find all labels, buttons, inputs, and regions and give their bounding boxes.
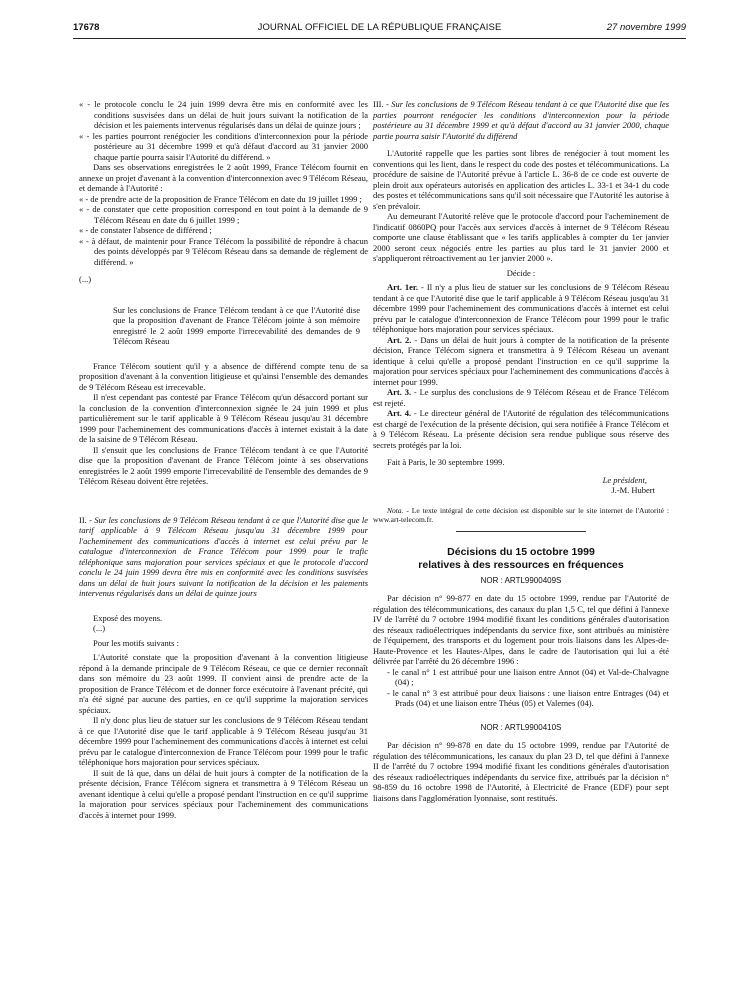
paragraph: Il n'y donc plus lieu de statuer sur les conclusions de 9 Télécom Réseau tendant à ce que l'Autorité dise que le tarif applicable à 9 Télécom Réseau jusqu'au 31 décembre 1999 pour l'acheminement des communications d'accès à internet est celui prévu par le catalogue d'interconnexion de France Télécom pour 1999 pour le trafic téléphonique hors majoration pour services spéciaux. <box>79 715 368 767</box>
article-text: - Le directeur général de l'Autorité de régulation des télécommunications est chargé de l'exécution de la présente décision, qui sera notifiée à France Télécom et à 9 Télécom Réseau. La présente décision sera rendue publique sous réserve des secrets protégés par la loi. <box>373 408 669 450</box>
paragraph: Dans ses observations enregistrées le 2 août 1999, France Télécom fournit en annexe un projet d'avenant à la convention d'interconnexion avec 9 Télécom Réseau, et demande à l'Autorité : <box>79 162 368 193</box>
decide-heading: Décide : <box>506 267 536 278</box>
decisions-title: Décisions du 15 octobre 1999 <box>447 545 595 558</box>
request-item: « - de constater l'absence de différend ; <box>79 225 212 235</box>
section-title: Sur les conclusions de 9 Télécom Réseau tendant à ce que l'Autorité dise que les parties pourront renégocier les conditions d'interconnexion pour la période postérieure au 31 décembre 1999 et qu'à défaut d'accord au 31 janvier 2000, chaque partie pourra saisir l'Autorité du différend <box>373 99 670 141</box>
ellipsis: (...) <box>79 274 92 284</box>
signature-place-date: Fait à Paris, le 30 septembre 1999. <box>387 457 505 467</box>
right-column <box>373 99 669 803</box>
paragraph: Exposé des moyens. <box>93 612 163 623</box>
ellipsis: (...) <box>93 623 106 633</box>
quote-item: « - les parties pourront renégocier les conditions d'interconnexion pour la période postérieure au 31 décembre 1999 et qu'à défaut d'accord au 31 janvier 2000 chaque partie pourra saisir l'Autorité du différend. » <box>79 130 368 162</box>
section-number: III. - <box>373 99 389 109</box>
article-label: Art. 1er. <box>387 282 419 292</box>
article <box>373 408 669 450</box>
article-label: Art. 2. <box>387 334 412 345</box>
paragraph: Il suit de là que, dans un délai de huit jours à compter de la notification de la présente décision, France Télécom signera et transmettra à 9 Télécom Réseau un avenant identique à celui qu'elle a proposé pendant l'instruction en ce qu'il supprime la majoration pour services spéciaux pour l'acheminement des communications d'accès à internet pour 1999. <box>79 767 368 820</box>
decision-text: Par décision n° 99-878 en date du 15 octobre 1999, rendue par l'Autorité de régulation des télécommunications, les canaux du plan 23 D, tel que défini à l'annexe II de l'arrêté du 7 octobre 1994 modifié fixant les conditions générales d'autorisation des réseaux radioélectriques indépendants du service fixe, attribués par la décision n° 98-859 du 16 octobre 1998 de l'Autorité, à Electricité de France (EDF) pour sept liaisons dans l'agglomération lyonnaise, sont restitués. <box>373 740 669 803</box>
nota <box>373 506 669 524</box>
section-heading-iii <box>373 99 669 141</box>
article <box>373 335 669 388</box>
article <box>373 282 669 335</box>
section-heading: Sur les conclusions de France Télécom tendant à ce que l'Autorité dise que la proposition d'avenant de France Télécom jointe à son mémoire enregistré le 2 août 1999 emporte l'irrecevabilité des demandes de 9 Télécom Réseau <box>113 304 360 346</box>
article-text: - Il n'y a plus lieu de statuer sur les conclusions de 9 Télécom Réseau tendant à ce que l'Autorité dise que le tarif applicable à 9 Télécom Réseau jusqu'au 31 décembre 1999 pour l'acheminement des communications d'accès à internet est celui prévu par le catalogue d'interconnexion de France Télécom pour 1999 pour le trafic téléphonique hors majoration pour services spéciaux. <box>373 282 669 334</box>
quote-item: « - le protocole conclu le 24 juin 1999 devra être mis en conformité avec les conditions susvisées dans un délai de huit jours suivant la notification de la décision et les paiements intervenus régularisés dans un délai de quinze jours ; <box>79 99 368 130</box>
left-column <box>79 99 368 820</box>
paragraph: L'Autorité constate que la proposition d'avenant à la convention litigieuse répond à la demande principale de 9 Télécom Réseau, ce que ce dernier reconnaît dans son mémoire du 23 août 1999. Il convient ainsi de prendre acte de la proposition de France Télécom et de donner force exécutoire à l'avenant précité, qui n'a été signé par aucune des parties, en ce qu'il supprime la majoration services spéciaux. <box>79 652 368 715</box>
section-heading-ii <box>79 515 368 599</box>
article-label: Art. 4. <box>387 408 412 418</box>
decision-text: Par décision n° 99-877 en date du 15 octobre 1999, rendue par l'Autorité de régulation des télécommunications, des canaux du plan 1,5 C, tel que défini à l'annexe IV de l'arrêté du 7 octobre 1994 modifié fixant les conditions générales d'autorisation des réseaux radioélectriques indépendants du service fixe, sont attribués au ministère de l'équipement, des transports et du logement pour trois liaisons dans les Alpes-de-Haute-Provence et les Hautes-Alpes, dans le cadre de l'autorisation qui lui a été délivrée par l'arrêté du 26 décembre 1996 : <box>373 593 669 666</box>
paragraph: Au demeurant l'Autorité relève que le protocole d'accord pour l'acheminement de l'indicatif 0860PQ pour l'accès aux services d'accès à internet de 9 Télécom Réseau comporte une clause établissant que « les tarifs applicables à compter du 1er janvier 2000 seront ceux négociés entre les parties au plus tard le 31 janvier 2000 et s'appliqueront rétroactivement au 1er janvier 2000 ». <box>373 211 669 263</box>
paragraph: L'Autorité rappelle que les parties sont libres de renégocier à tout moment les conventions qui les lient, dans le respect du code des postes et télécommunications. La procédure de saisine de l'Autorité prévue à l'article L. 36-8 de ce code est ouverte de plein droit aux opérateurs autorisés en application des articles L. 33-1 et 34-1 du code des postes et télécommunications sans qu'il soit nécessaire que l'Autorité les autorise à s'en prévaloir. <box>373 148 669 211</box>
decisions-subtitle: relatives à des ressources en fréquences <box>418 558 624 571</box>
nota-text: - Le texte intégral de cette décision est disponible sur le site internet de l'Autorité : www.art-telecom.fr. <box>373 505 669 524</box>
section-title: Sur les conclusions de 9 Télécom Réseau tendant à ce que l'Autorité dise que le tarif applicable à 9 Télécom Réseau jusqu'au 31 décembre 1999 pour l'acheminement des communications d'accès à internet est celui prévu par le catalogue d'interconnexion de France Télécom pour 1999 pour le trafic téléphonique sans majoration pour services spéciaux et que le protocole d'accord conclu le 24 juin 1999 devra être mis en conformité avec les conditions susvisées dans un délai de huit jours suivant la notification de la décision et les paiements intervenus régularisés dans un délai de quinze jours <box>79 514 369 598</box>
article-label: Art. 3. <box>387 387 412 397</box>
signature-name: J.-M. Hubert <box>611 485 655 495</box>
nor-reference: NOR : ARTL9900410S <box>480 722 562 732</box>
article-text: - Le surplus des conclusions de 9 Télécom Réseau et de France Télécom est rejeté. <box>373 387 669 408</box>
request-item: « - de prendre acte de la proposition de France Télécom en date du 19 juillet 1999 ; <box>79 193 362 204</box>
nota-label: Nota. <box>387 505 404 515</box>
issue-date: 27 novembre 1999 <box>606 22 686 33</box>
article <box>373 387 669 408</box>
decision-item: - le canal n° 1 est attribué pour une liaison entre Annot (04) et Val-de-Chalvagne (04) ; <box>387 666 669 687</box>
nor-reference: NOR : ARTL9900409S <box>480 575 562 585</box>
page-header <box>73 22 686 36</box>
header-rule <box>73 38 686 39</box>
article-text: - Dans un délai de huit jours à compter de la notification de la présente décision, France Télécom signera et transmettra à 9 Télécom Réseau un avenant identique à celui qu'elle a proposé pendant l'instruction en ce qu'il supprime la majoration pour services spéciaux pour l'acheminement des communications d'accès à internet pour 1999. <box>373 334 669 387</box>
paragraph: France Télécom soutient qu'il y a absence de différend compte tenu de sa proposition d'avenant à la convention litigieuse et qu'ainsi l'ensemble des demandes de 9 Télécom Réseau est irrecevable. <box>79 360 368 392</box>
section-number: II. - <box>79 514 92 525</box>
request-item: « - de constater que cette proposition correspond en tout point à la demande de 9 Télécom Réseau en date du 6 juillet 1999 ; <box>79 204 368 225</box>
page-number: 17678 <box>73 22 100 33</box>
signature-role: Le président, <box>602 474 647 485</box>
decision-item: - le canal n° 3 est attribué pour deux liaisons : une liaison entre Entrages (04) et Prads (04) et une liaison entre Théus (05) et Valernes (04). <box>387 687 669 708</box>
paragraph: Pour les motifs suivants : <box>93 637 179 648</box>
request-item: « - à défaut, de maintenir pour France Télécom la possibilité de répondre à chacun des points développés par 9 Télécom Réseau dans sa demande de règlement de différend. » <box>79 235 368 267</box>
paragraph: Il n'est cependant pas contesté par France Télécom qu'un désaccord portant sur la conclusion de la convention d'interconnexion signée le 24 juin 1999 et plus particulièrement sur le tarif applicable à 9 Télécom Réseau jusqu'au 31 décembre 1999 pour l'acheminement des communications d'accès à internet existait à la date de la saisine de 9 Télécom Réseau. <box>79 392 368 444</box>
journal-title: JOURNAL OFFICIEL DE LA RÉPUBLIQUE FRANÇAISE <box>257 22 502 33</box>
paragraph: Il s'ensuit que les conclusions de France Télécom tendant à ce que l'Autorité dise que la proposition d'avenant de France Télécom jointe à ses observations enregistrées le 2 août 1999 emporte l'irrecevabilité de l'ensemble des demandes de 9 Télécom Réseau doivent être rejetées. <box>79 444 368 486</box>
